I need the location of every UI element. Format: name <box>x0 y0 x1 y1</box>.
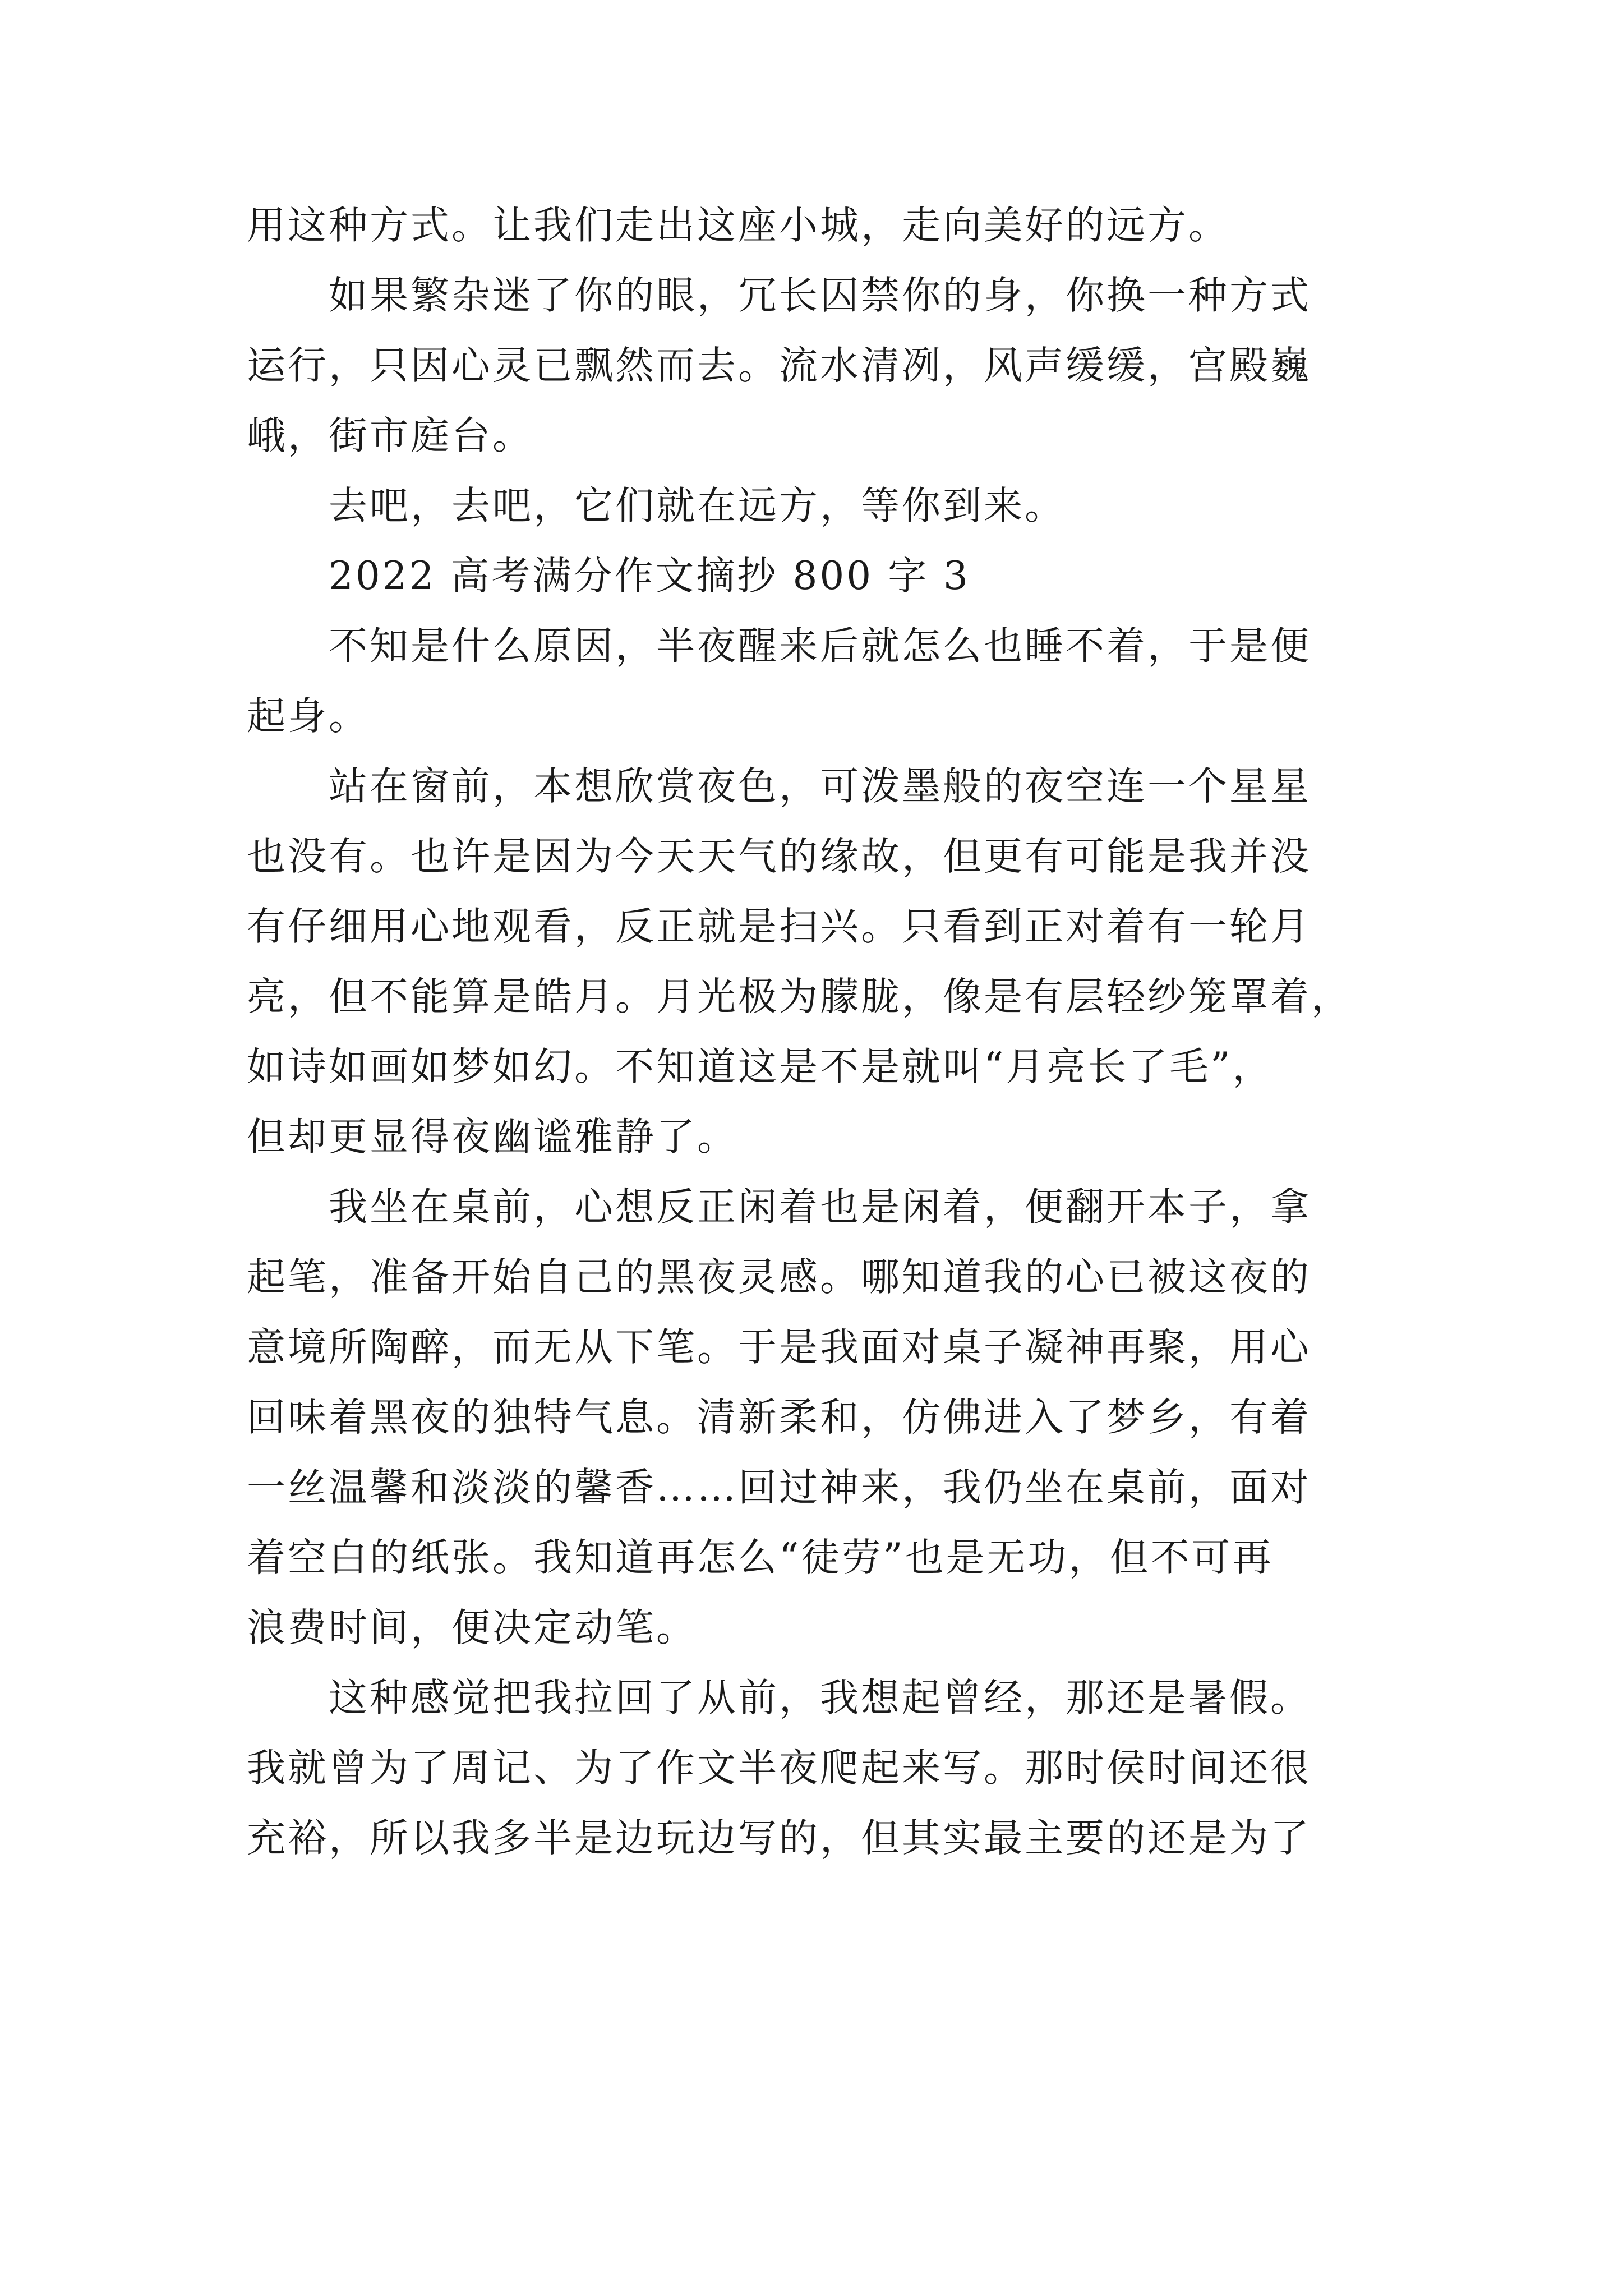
text-line: 有仔细用心地观看，反正就是扫兴。只看到正对着有一轮月 <box>247 904 1311 949</box>
text-line: 起身。 <box>247 694 370 739</box>
text-line: 起笔，准备开始自己的黑夜灵感。哪知道我的心已被这夜的 <box>247 1255 1311 1300</box>
document-body <box>247 191 1402 1874</box>
section-heading: 2022 高考满分作文摘抄 800 字 3 <box>247 554 970 599</box>
text-line: 如诗如画如梦如幻。不知道这是不是就叫“月亮长了毛”， <box>247 1045 1274 1089</box>
text-line: 这种感觉把我拉回了从前，我想起曾经，那还是暑假。 <box>247 1676 1311 1720</box>
text-line: 回味着黑夜的独特气息。清新柔和，仿佛进入了梦乡，有着 <box>247 1395 1311 1440</box>
text-line: 不知是什么原因，半夜醒来后就怎么也睡不着，于是便 <box>247 624 1311 669</box>
text-line: 站在窗前，本想欣赏夜色，可泼墨般的夜空连一个星星 <box>247 764 1311 809</box>
text-line: 着空白的纸张。我知道再怎么“徒劳”也是无功，但不可再 <box>247 1535 1274 1580</box>
text-line: 浪费时间，便决定动笔。 <box>247 1605 697 1650</box>
text-line: 我就曾为了周记、为了作文半夜爬起来写。那时侯时间还很 <box>247 1746 1311 1791</box>
text-line: 如果繁杂迷了你的眼，冗长囚禁你的身，你换一种方式 <box>247 273 1311 318</box>
text-line: 运行，只因心灵已飘然而去。流水清冽，风声缓缓，宫殿巍 <box>247 343 1311 388</box>
text-line: 也没有。也许是因为今天天气的缘故，但更有可能是我并没 <box>247 834 1311 879</box>
text-line: 去吧，去吧，它们就在远方，等你到来。 <box>247 484 1066 528</box>
text-line: 意境所陶醉，而无从下笔。于是我面对桌子凝神再聚，用心 <box>247 1325 1311 1370</box>
text-line: 用这种方式。让我们走出这座小城，走向美好的远方。 <box>247 203 1229 248</box>
text-line: 充裕，所以我多半是边玩边写的，但其实最主要的还是为了 <box>247 1816 1311 1861</box>
text-line: 峨，街市庭台。 <box>247 413 533 458</box>
text-line: 我坐在桌前，心想反正闲着也是闲着，便翻开本子，拿 <box>247 1185 1311 1230</box>
text-line: 亮，但不能算是皓月。月光极为朦胧，像是有层轻纱笼罩着， <box>247 974 1352 1019</box>
text-line: 但却更显得夜幽谧雅静了。 <box>247 1115 738 1159</box>
text-line: 一丝温馨和淡淡的馨香……回过神来，我仍坐在桌前，面对 <box>247 1465 1311 1510</box>
